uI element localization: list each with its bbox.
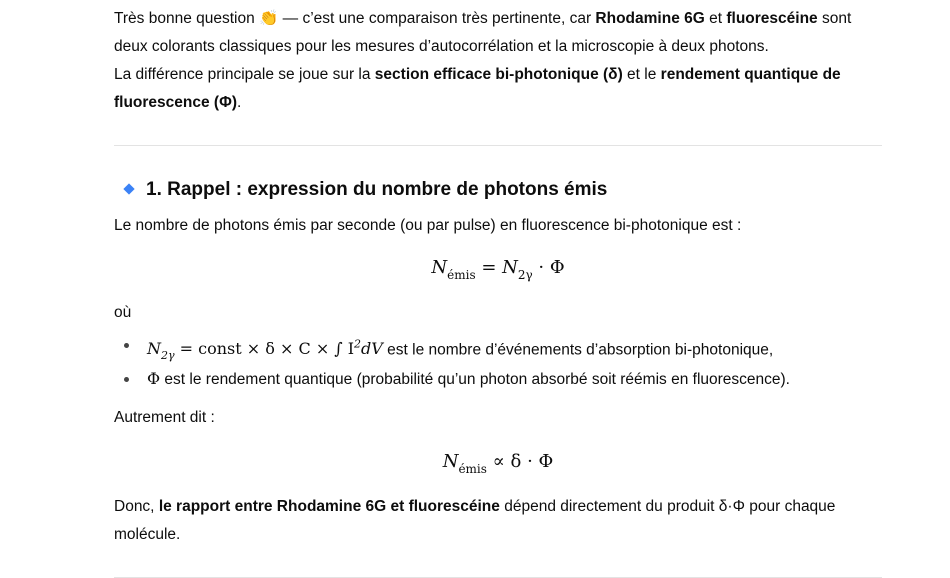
math-subscript: 2γ bbox=[161, 349, 175, 363]
section-heading-text: 1. Rappel : expression du nombre de photons émis bbox=[146, 179, 608, 200]
donc-text: dépend directement du produit δ·Φ pour chaque molécule. bbox=[114, 498, 836, 544]
definition-list bbox=[114, 331, 882, 394]
bold-rapport: le rapport entre Rhodamine 6G et fluorescéine bbox=[158, 498, 500, 516]
intro-text: et le bbox=[622, 66, 661, 83]
eq-symbol: N bbox=[431, 257, 448, 278]
intro-text: sont deux colorants classiques pour les mesures d’autocorrélation et la microscopie à deux photons. bbox=[114, 10, 852, 55]
bold-section-efficace: section efficace bi-photonique (δ) bbox=[374, 66, 623, 83]
eq-subscript: émis bbox=[447, 268, 476, 282]
donc-text: Donc, bbox=[114, 498, 159, 516]
list-item bbox=[114, 365, 882, 394]
chat-message bbox=[114, 0, 882, 578]
bold-fluoresceine: fluorescéine bbox=[726, 10, 818, 27]
paragraph-ou: où bbox=[114, 304, 132, 321]
eq-rest: ∝ δ · Φ bbox=[486, 451, 554, 473]
intro-paragraph-2 bbox=[114, 61, 882, 117]
intro-text: — c’est une comparaison très pertinente, car bbox=[278, 10, 596, 27]
bold-rendement-quantique: rendement quantique de fluorescence (Φ) bbox=[114, 66, 841, 111]
eq-subscript: émis bbox=[458, 462, 487, 477]
list-item-text: est le rendement quantique (probabilité qu’un photon absorbé soit réémis en fluorescence). bbox=[160, 371, 790, 389]
clap-emoji-icon: 👏 bbox=[259, 10, 279, 27]
equation-n-emis bbox=[114, 254, 882, 283]
section-heading bbox=[114, 176, 882, 204]
math-end: dV bbox=[361, 339, 383, 359]
list-item-text: est le nombre d’événements d’absorption bi-photonique, bbox=[382, 341, 774, 359]
paragraph-nombre-photons: Le nombre de photons émis par seconde (ou par pulse) en fluorescence bi-photonique est : bbox=[114, 217, 742, 234]
intro-text: La différence principale se joue sur la bbox=[114, 66, 375, 83]
bold-rhodamine: Rhodamine 6G bbox=[595, 10, 705, 27]
eq-rest: · Φ bbox=[532, 257, 565, 278]
eq-operator: = bbox=[475, 257, 503, 278]
intro-paragraph-1 bbox=[114, 5, 882, 61]
eq-symbol: N bbox=[502, 257, 518, 278]
math-superscript: 2 bbox=[354, 338, 362, 351]
intro-text: Très bonne question bbox=[114, 10, 260, 27]
eq-subscript: 2γ bbox=[517, 268, 533, 282]
list-item bbox=[114, 331, 882, 365]
equation-proportional bbox=[114, 448, 882, 477]
math-expression bbox=[147, 338, 383, 363]
intro-text: . bbox=[236, 94, 242, 111]
paragraph-donc bbox=[114, 493, 882, 549]
divider bbox=[114, 145, 882, 146]
intro-text: et bbox=[704, 10, 727, 27]
math-symbol: N bbox=[147, 339, 161, 359]
math-symbol: Φ bbox=[147, 369, 161, 389]
math-rest: = const × δ × C × ∫ I bbox=[174, 339, 355, 359]
eq-symbol: N bbox=[442, 451, 459, 473]
paragraph-autrement: Autrement dit : bbox=[114, 409, 215, 427]
